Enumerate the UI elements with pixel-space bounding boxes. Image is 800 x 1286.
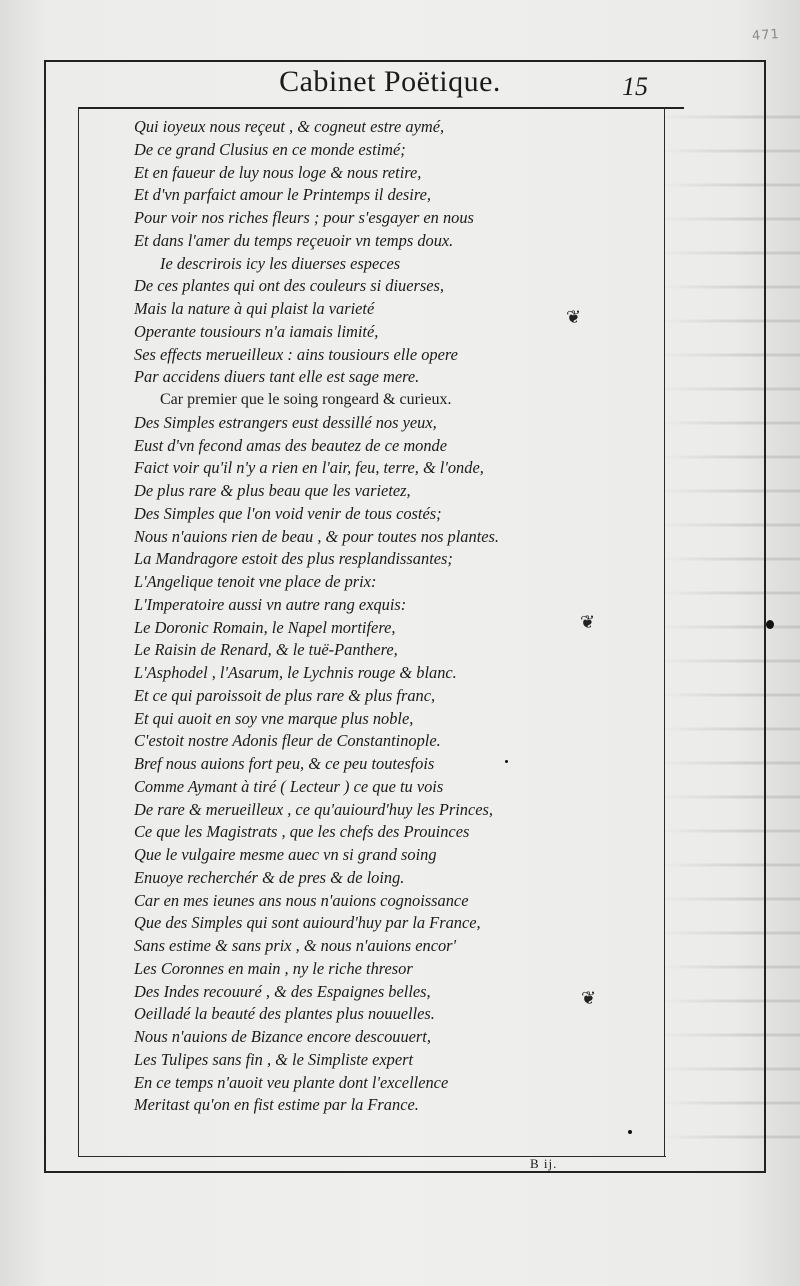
verse-line: L'Asphodel , l'Asarum, le Lychnis rouge & blanc. [134, 663, 457, 682]
verse-line: Le Raisin de Renard, & le tuë-Panthere, [134, 640, 398, 660]
verse-line: Et d'vn parfaict amour le Printemps il desire, [134, 185, 431, 205]
verse-line: Oeilladé la beauté des plantes plus nouuelles. [134, 1004, 435, 1024]
verse-line: Ses effects merueilleux : ains tousiours elle opere [134, 344, 458, 364]
ink-blot [505, 760, 508, 763]
verse-line: Des Indes recouuré , & des Espaignes belles, [134, 981, 431, 1001]
verse-line: Qui ioyeux nous reçeut , & cogneut estre aymé, [134, 117, 445, 136]
verse-line: Mais la nature à qui plaist la varieté [134, 299, 375, 318]
verse-line: Bref nous auions fort peu, & ce peu toutesfois [134, 754, 435, 773]
verse-line: Meritast qu'on en fist estime par la France. [134, 1095, 419, 1115]
verse-line: Les Coronnes en main , ny le riche thresor [134, 958, 413, 978]
verse-line: Comme Aymant à tiré ( Lecteur ) ce que tu vois [134, 776, 444, 796]
verse-line: Nous n'auions de Bizance encore descouuert, [134, 1027, 431, 1046]
verse-line: Et dans l'amer du temps reçeuoir vn temps doux. [134, 230, 454, 250]
verse-line: Que le vulgaire mesme auec vn si grand soing [134, 845, 437, 864]
verse-line: Enuoye recherchér & de pres & de loing. [134, 867, 405, 887]
verse-line: De rare & merueilleux , ce qu'auiourd'huy les Princes, [134, 799, 494, 819]
fleuron-ornament-icon: ❦ [581, 988, 597, 1009]
verse-line: Eust d'vn fecond amas des beautez de ce monde [134, 435, 448, 455]
verse-line: Operante tousiours n'a iamais limité, [134, 321, 379, 341]
verse-line: En ce temps n'auoit veu plante dont l'excellence [134, 1072, 449, 1092]
ink-blot [628, 1130, 632, 1134]
verse-line: L'Angelique tenoit vne place de prix: [134, 572, 377, 591]
page-number: 15 [622, 72, 648, 101]
ink-blot [766, 620, 774, 629]
verse-line: Le Doronic Romain, le Napel mortifere, [134, 617, 396, 637]
outer-frame-right [764, 60, 766, 1173]
verse-line: De ces plantes qui ont des couleurs si diuerses, [134, 276, 445, 296]
verse-line: Les Tulipes sans fin , & le Simpliste expert [134, 1049, 414, 1069]
inner-frame-right [664, 107, 665, 1157]
show-through-text [660, 95, 800, 1165]
verse-line: Des Simples estrangers eust dessillé nos yeux, [134, 412, 437, 432]
verse-line: Car en mes ieunes ans nous n'auions cognoissance [134, 890, 469, 910]
inner-frame-left [78, 107, 79, 1157]
header-rule [78, 107, 684, 109]
fleuron-ornament-icon: ❦ [580, 612, 596, 633]
verse-line: Ce que les Magistrats , que les chefs des Prouinces [134, 822, 470, 842]
running-title: Cabinet Poëtique. [279, 65, 501, 98]
verse-line: Pour voir nos riches fleurs ; pour s'esgayer en nous [134, 208, 474, 227]
verse-line: L'Imperatoire aussi vn autre rang exquis: [134, 594, 407, 614]
verse-line: De ce grand Clusius en ce monde estimé; [134, 139, 406, 159]
verse-line: Sans estime & sans prix , & nous n'auions encor' [134, 936, 457, 955]
poem-text [134, 116, 654, 1117]
verse-line: Des Simples que l'on void venir de tous costés; [134, 503, 442, 523]
verse-line: Et en faueur de luy nous loge & nous retire, [134, 162, 422, 182]
verse-line: Faict voir qu'il n'y a rien en l'air, feu, terre, & l'onde, [134, 458, 484, 478]
verse-line: Et qui auoit en soy vne marque plus noble, [134, 708, 414, 728]
fleuron-ornament-icon: ❦ [566, 307, 582, 328]
verse-line: Que des Simples qui sont auiourd'huy par la France, [134, 913, 481, 933]
verse-line: Ie descrirois icy les diuerses especes [160, 253, 401, 273]
inner-frame-bottom [78, 1156, 666, 1157]
verse-line: Et ce qui paroissoit de plus rare & plus franc, [134, 685, 436, 705]
outer-frame-bottom [44, 1171, 766, 1173]
verse-line: Nous n'auions rien de beau , & pour toutes nos plantes. [134, 526, 500, 546]
manuscript-number: 471 [751, 27, 781, 44]
outer-frame-left [44, 60, 46, 1173]
verse-line: De plus rare & plus beau que les varietez, [134, 481, 411, 500]
verse-line: C'estoit nostre Adonis fleur de Constantinople. [134, 731, 441, 751]
verse-line: Car premier que le soing rongeard & curieux. [160, 391, 452, 408]
verse-line: Par accidens diuers tant elle est sage mere. [134, 367, 420, 387]
signature-mark: B ij. [530, 1156, 558, 1171]
verse-line: La Mandragore estoit des plus resplandissantes; [134, 549, 453, 569]
